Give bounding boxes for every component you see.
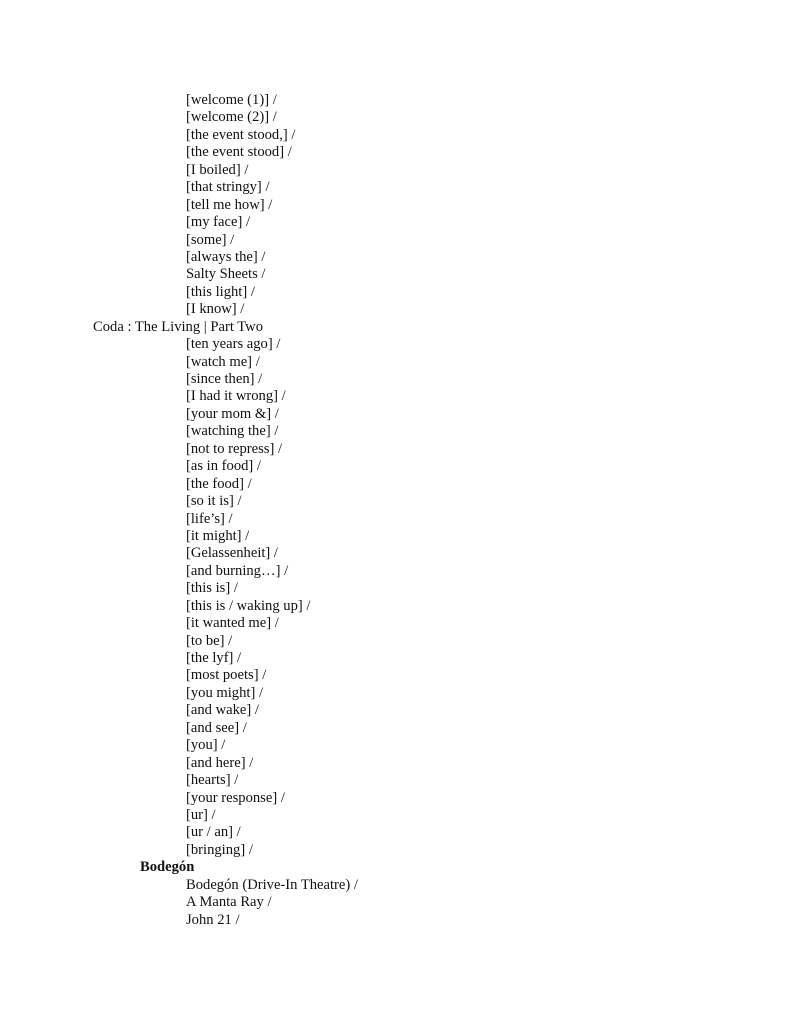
toc-entry: [the event stood,] /: [186, 126, 296, 143]
toc-entry: [welcome (1)] /: [186, 92, 277, 108]
toc-entry: [watch me] /: [186, 353, 260, 370]
toc-entry: [that stringy] /: [186, 179, 270, 196]
toc-entry: [the lyf] /: [186, 650, 242, 666]
toc-entry: [I had it wrong] /: [186, 388, 286, 405]
toc-entry: [to be] /: [186, 632, 233, 649]
toc-entry: [I boiled] /: [186, 161, 249, 178]
toc-entry: Bodegón (Drive-In Theatre) /: [186, 876, 358, 893]
toc-entry: [always the] /: [186, 248, 266, 265]
toc-entry: [your mom &] /: [186, 405, 279, 422]
toc-entry: [this is] /: [186, 580, 238, 597]
toc-entry: [you] /: [186, 737, 226, 754]
toc-entry: [and burning…] /: [186, 562, 289, 579]
toc-entry: [you might] /: [186, 684, 264, 701]
toc-entry: [life’s] /: [186, 510, 233, 527]
toc-entry: [and here] /: [186, 754, 254, 771]
toc-entry: [so it is] /: [186, 493, 242, 510]
section-heading-coda: Coda : The Living | Part Two: [93, 318, 263, 335]
toc-entry: [most poets] /: [186, 667, 267, 684]
toc-entry: [welcome (2)] /: [186, 109, 277, 126]
toc-entry: [as in food] /: [186, 458, 261, 475]
toc-entry: A Manta Ray /: [186, 894, 272, 911]
toc-entry: [and see] /: [186, 719, 247, 736]
toc-entry: [since then] /: [186, 371, 263, 387]
toc-entry: [watching the] /: [186, 423, 279, 440]
toc-entry: [hearts] /: [186, 772, 239, 789]
toc-entry: [some] /: [186, 231, 235, 248]
toc-entry: [it might] /: [186, 527, 250, 544]
toc-entry: [Gelassenheit] /: [186, 545, 278, 562]
toc-entry: John 21 /: [186, 911, 240, 928]
toc-entry: [this is / waking up] /: [186, 597, 311, 614]
toc-entry: [the event stood] /: [186, 144, 292, 161]
toc-entry: [ten years ago] /: [186, 336, 281, 353]
toc-entry: [ur] /: [186, 806, 216, 823]
toc-entry: [I know] /: [186, 301, 245, 318]
toc-entry: [this light] /: [186, 283, 255, 300]
toc-entry: [it wanted me] /: [186, 615, 279, 632]
toc-entry: [not to repress] /: [186, 440, 283, 457]
toc-entry: [your response] /: [186, 789, 285, 806]
toc-entry: [bringing] /: [186, 841, 253, 858]
toc-entry: [and wake] /: [186, 702, 259, 719]
table-of-contents: [0, 92, 791, 929]
toc-entry: [ur / an] /: [186, 824, 241, 841]
toc-entry: [tell me how] /: [186, 196, 273, 213]
section-heading-bodegon: Bodegón: [140, 859, 195, 876]
toc-entry: [the food] /: [186, 475, 252, 492]
toc-entry: [my face] /: [186, 214, 251, 231]
toc-entry: Salty Sheets /: [186, 266, 266, 283]
